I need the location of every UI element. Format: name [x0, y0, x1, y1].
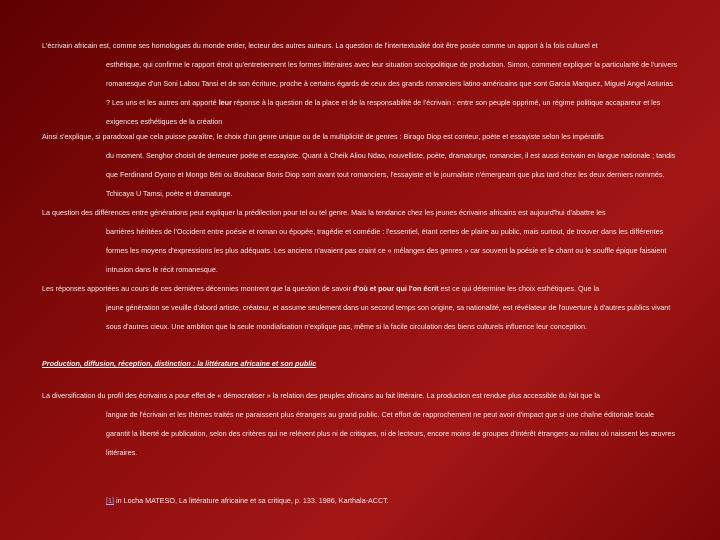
paragraph-responses: [42, 279, 678, 336]
paragraph-first-line: [42, 279, 678, 298]
paragraph-diversification: [42, 386, 678, 462]
paragraph-genres: [42, 127, 678, 203]
paragraph-continuation: langue de l'écrivain et les thèmes traités ne paraissent plus étrangers au grand public. Cet effort de rapprochement ne peut avoir d'impact que si une chaîne éditoriale locale garantit la liberté de publication, selon des critères qui ne relèvent plus ni de critiques, ni de lecteurs, encore moins de groupes d'intérêt étrangers au milieu où naissent les œuvres littéraires.: [106, 410, 676, 457]
footnote: [106, 494, 666, 508]
footnote-link[interactable]: [1]: [106, 496, 114, 505]
paragraph-continuation: du moment. Senghor choisit de demeurer poète et essayiste. Quant à Cheik Aliou Ndao, nouvelliste, poète, dramaturge, romancier, il est aussi écrivain en langue nationale ; tandis que Ferdinand Oyono et Mongo Béti ou Boubacar Boris Diop sont avant tout romanciers, l'essayiste et le journaliste n'émergeant que plus tard chez les deux derniers nommés. Tchicaya U Tamsi, poète et dramaturge.: [106, 151, 676, 198]
paragraph-first-line: Ainsi s'explique, si paradoxal que cela puisse paraître, le choix d'un genre unique ou de la multiplicité de genres : Birago Diop est conteur, poète et essayiste selon les impératifs: [42, 132, 604, 141]
bold-phrase: d'où et pour qui l'on écrit: [352, 284, 439, 293]
paragraph-first-line: La diversification du profil des écrivains a pour effet de « démocratiser » la relation des peuples africains au fait littéraire. La production est rendue plus accessible du fait que la: [42, 391, 601, 400]
paragraph-continuation: jeune génération se veuille d'abord artiste, créateur, et assume seulement dans un second temps son origine, sa nationalité, est révélateur de l'ouverture à d'autres publics vivant sous d'autres cieux. Une ambition que la seule mondialisation n'explique pas, même si la facile circulation des biens culturels influence leur conception.: [106, 303, 671, 331]
section-heading: Production, diffusion, réception, distinction : la littérature africaine et son public: [42, 359, 317, 368]
paragraph-text: réponse à la question de la place et de la responsabilité de l'écrivain : entre son peuple opprimé, un régime politique accapareur et les exigences esthétiques de la création: [106, 98, 661, 126]
paragraph-text: Les réponses apportées au cours de ces dernières décennies montrent que la question de savoir: [42, 284, 351, 293]
footnote-text: in Locha MATESO, La littérature africaine et sa critique, p. 133. 1986, Karthala-ACCT.: [114, 496, 389, 505]
paragraph-continuation: [42, 55, 678, 131]
paragraph-first-line: La question des différences entre générations peut expliquer la prédilection pour tel ou tel genre. Mais la tendance chez les jeunes écrivains africains est aujourd'hui d'abattre les: [42, 208, 606, 217]
bold-word: leur: [218, 98, 232, 107]
paragraph-first-line: L'écrivain africain est, comme ses homologues du monde entier, lecteur des autres auteurs. La question de l'intertextualité doit être posée comme un apport à la fois culturel et: [42, 41, 598, 50]
paragraph-intertextuality: [42, 36, 678, 131]
paragraph-text: est ce qui détermine les choix esthétiques. Que la: [440, 284, 600, 293]
paragraph-continuation: barrières héritées de l'Occident entre poésie et roman ou épopée, tragédie et comédie : l'essentiel, étant certes de plaire au public, mais surtout, de trouver dans les différentes formes les moyens d'expressions les plus adéquats. Les anciens n'avaient pas craint ce « mélanges des genres » car souvent la poésie et le chant ou le souffle épique faisaient intrusion dans le récit romanesque.: [106, 227, 667, 274]
paragraph-text: esthétique, qui confirme le rapport étroit qu'entretiennent les formes littéraires avec leur situation sociopolitique de production. Simon, comment expliquer la particularité de l'univers romanesque d'un Soni Labou Tansi et de son écriture, proche à certains égards de ceux des grands romanciers latino-américains que sont Garcia Marquez, Miguel Angel Asturias ? Les uns et les autres ont apporté: [106, 60, 678, 107]
paragraph-generations: [42, 203, 678, 279]
